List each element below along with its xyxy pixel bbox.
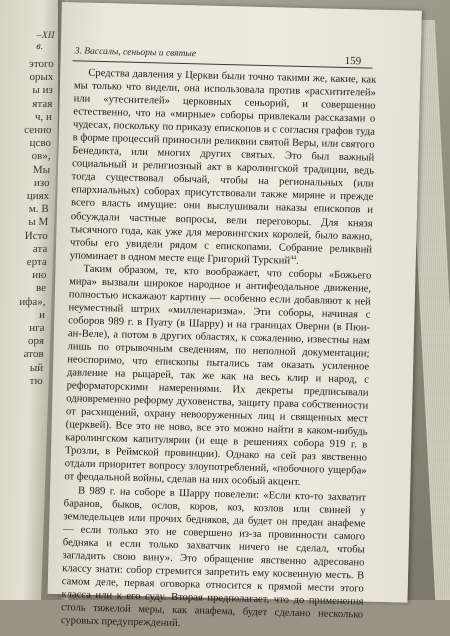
left-page-line: ов», <box>31 150 51 163</box>
left-page-header: –XII в. <box>36 30 55 52</box>
left-page-line: ый <box>29 361 44 374</box>
left-page-line: ата <box>32 242 48 255</box>
left-page-line: ерта <box>26 256 48 268</box>
left-page-line: ятая <box>32 97 53 110</box>
left-page-line: орых <box>29 71 54 84</box>
right-page <box>48 2 422 630</box>
left-page-line: Мы <box>32 163 51 176</box>
left-page-line: тю <box>29 374 43 387</box>
left-page-line: циях <box>26 190 50 202</box>
body-text <box>61 66 377 634</box>
left-page-line: ифа», <box>19 295 46 308</box>
page-number: 159 <box>344 54 362 68</box>
left-page-line: Исто <box>24 229 48 242</box>
footnote-mark: 44 <box>290 254 297 261</box>
left-page-line: ы М <box>28 216 49 229</box>
left-page-line: оря <box>27 335 45 348</box>
running-head: 3. Вассалы, сеньоры и святые <box>74 46 197 60</box>
left-page-line: изо <box>33 176 50 189</box>
paragraph-2: Таким образом, те, кто воображает, что соборы «Божьего мира» вызвали широкое народное и антифеодальное движение, полностью искажают картину — особенно если добавляют к ней неуместный штрих «милленаризма». Эти соборы, начиная с соборов 989 г. в Пуату (в Шарру) и на границах Оверни (в Пюи-ан-Веле), а потом в других областях, к сожалению, известны нам лишь по отрывочным сведениям, по неполной документации; неоспоримо, что епископы пытались там оказать усиленное давление на рыцарей, так же как на весь клир и народ, с реформаторскими намерениями. Их декреты предписывали одновременно реформу духовенства, защиту права собственности от расхищений, охрану невооруженных лиц и священных мест (церквей). Все это не ново, все это можно найти в каком-нибудь каролингском капитулярии (и еще в решениях собора 919 г. в Трозли, в Реймской провинции). Однако на сей раз явственно отдали приоритет вопросу злоупотреблений, «побочного ущерба» от феодальной войны, сделав на них особый акцент. <box>64 263 372 489</box>
left-page-line: атов <box>23 348 44 361</box>
left-page-line: нга <box>29 322 45 334</box>
left-page-line: сенно <box>24 124 52 136</box>
left-page-line: м. В <box>28 203 49 216</box>
left-page-line: ию <box>32 269 47 282</box>
left-page-line: ч, н <box>34 110 53 123</box>
paragraph-3: В 989 г. на соборе в Шарру повелели: «Если кто-то захватит баранов, быков, ослов, коров, коз, козлов или свиней у земледельцев или прочих бедняков, да будет он предан анафеме — если только это не совершено из-за провинности самого бедняка и если только захватчик ничего не сделал, чтобы загладить свою вину». Это обращение явственно адресовано классу знати: собор стремится запретить ему косвенную месть. В самом деле, первая оговорка относится к прямой мести этого класса или к его суду. Вторая предполагает, что до применения столь тяжелой меры, как анафема, будет сделано несколько суровых предупреждений. <box>60 485 367 630</box>
left-page-line: этого <box>28 58 54 70</box>
left-page-line: ы из <box>32 84 54 97</box>
left-page-line: и <box>38 308 46 321</box>
paragraph-1: Средства давления у Церкви были точно такими же, какие, как мы только что видели, она использовала против «расхитителей» или «утеснителей» церковных сеньорий, и совершенно естественно, что на «мирные» соборы привлекали рассказами о чудесах, поскольку по приказу епископов и с согласия графов туда в форме процессий приносили реликвии святой Веры, или святого Бенедикта, или многих других святых. Это был важный социальный и религиозный акт в каролингской традиции, ведь тогда существовал обычай, чтобы на региональных (или епархиальных) соборах присутствовали также миряне и прежде всего власть имущие: они выслушивали наказы епископов и обсуждали частные вопросы, вели переговоры. Для князя тысячного года, как уже для меровингских королей, было важно, чтобы его увидели рядом с епископами. Собрание реликвий упоминает в одном месте еще Григорий Турский$^{44}$. <box>69 67 377 267</box>
left-page-line: ве <box>35 282 47 295</box>
left-page-line: цсво <box>29 137 52 150</box>
